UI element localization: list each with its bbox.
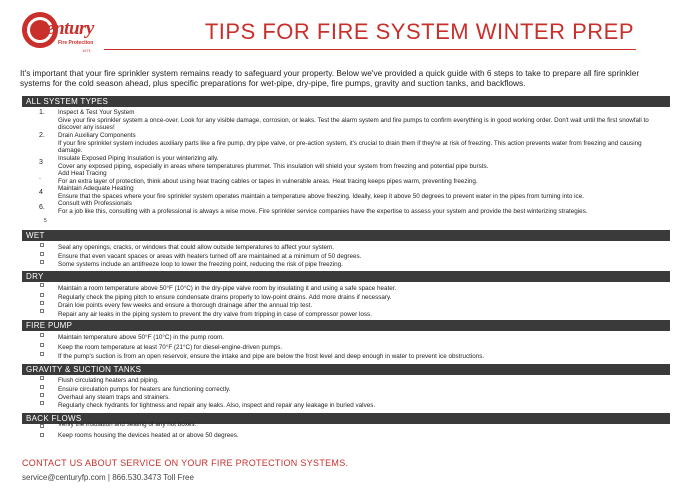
contact-heading: CONTACT US ABOUT SERVICE ON YOUR FIRE PROTECTION SYSTEMS. [22, 458, 349, 468]
section-heading: DRY [22, 271, 670, 282]
item-title: Drain Auxiliary Components [58, 132, 136, 139]
checkbox-icon [40, 243, 44, 247]
list-item: Keep the room temperature at least 70°F (21°C) for diesel-engine-driven pumps. [58, 344, 283, 351]
list-item: Repair any air leaks in the piping system to prevent the dry valve from tripping in case of compressor power loss. [58, 311, 372, 318]
item-text: If your fire sprinkler system includes auxiliary parts like a fire pump, dry pipe valve, or pre-action system, it's crucial to drain them if they're at risk of freezing. This action prevents water from freezing and causing damage. [58, 139, 642, 155]
checkbox-icon [40, 352, 44, 356]
list-item: Maintain a room temperature above 50°F (10°C) in the dry-pipe valve room by insulating it and using a safe space heater. [58, 285, 397, 292]
item-number: 1. [39, 109, 45, 116]
list-item: Seal any openings, cracks, or windows that could allow outside temperatures to affect your system. [58, 244, 335, 251]
checkbox-icon [40, 309, 44, 313]
checkbox-icon [40, 283, 44, 287]
checkbox-icon [40, 401, 44, 405]
item-title: Inspect & Test Your System [58, 109, 135, 116]
checkbox-icon [40, 376, 44, 380]
section-heading: GRAVITY & SUCTION TANKS [22, 364, 670, 375]
item-number: 4 [39, 189, 43, 196]
checkbox-icon [40, 301, 44, 305]
item-title: Insulate Exposed Piping Insulation is your winterizing ally. [58, 155, 219, 162]
item-number: 3 [39, 159, 43, 166]
list-item: If the pump's suction is from an open reservoir, ensure the intake and pipe are below the frost level and deep enough in water to prevent ice obstructions. [58, 353, 485, 360]
list-item: Verify the insulation and sealing of any hot boxes. [58, 421, 197, 428]
list-item: Drain low points every few weeks and ensure a thorough drainage after the annual trip test. [58, 302, 313, 309]
list-item: Regularly check the piping pitch to ensure condensate drains properly to low-point drains. Add more drains if necessary. [58, 294, 392, 301]
checkbox-icon [40, 260, 44, 264]
section-heading: FIRE PUMP [22, 320, 670, 331]
checkbox-icon [40, 433, 44, 437]
item-title: Maintain Adequate Heating [58, 185, 134, 192]
checkbox-icon [40, 385, 44, 389]
section-wet [22, 230, 670, 269]
company-logo [20, 12, 100, 58]
item-text: For a job like this, consulting with a professional is always a wise move. Fire sprinkler service companies have the expertise to assess your system and provide the best winterizing strategies. [58, 207, 588, 215]
list-item: Flush circulating heaters and piping. [58, 377, 159, 384]
checkbox-icon [40, 293, 44, 297]
item-number: 6. [39, 204, 45, 211]
list-item: Ensure that even vacant spaces or areas with heaters turned off are maintained at a minimum of 50 degrees. [58, 253, 362, 260]
contact-info[interactable]: service@centuryfp.com | 866.530.3473 Toll Free [22, 473, 194, 482]
item-title: Add Heat Tracing [58, 170, 107, 177]
list-item: Maintain temperature above 50°F (10°C) in the pump room. [58, 334, 225, 341]
item-title: Consult with Professionals [58, 200, 132, 207]
logo-subtext: Fire Protection [58, 40, 94, 46]
item-text: Ensure that the spaces where your fire sprinkler system operates maintain a temperature above freezing. Ideally, keep it above 50 degrees to prevent water in the pipes from turning into ice. [58, 192, 584, 200]
logo-since: 1971 [82, 48, 91, 53]
title-divider [104, 49, 636, 50]
section-gravity-suction-tanks [22, 364, 670, 413]
item-text: For an extra layer of protection, think about using heat tracing cables or tapes in vulnerable areas. Heat tracing keeps pipes warm, preventing freezing. [58, 177, 478, 185]
section-fire-pump [22, 320, 670, 363]
item-text: Give your fire sprinkler system a once-over. Look for any visible damage, corrosion, or leaks. Test the alarm system and fire pumps to confirm everything is in good working order. Don't wait until the first snowfall to discover any issues! [58, 116, 649, 132]
section-heading: WET [22, 230, 670, 241]
section-back-flows [22, 413, 670, 446]
section-dry [22, 271, 670, 320]
checkbox-icon [40, 343, 44, 347]
item-number: 2. [39, 132, 45, 139]
list-item: Keep rooms housing the devices heated at or above 50 degrees. [58, 432, 239, 439]
item-number: . [39, 174, 41, 181]
section-heading: BACK FLOWS [22, 413, 670, 424]
list-item: Regularly check hydrants for tightness and repair any leaks. Also, inspect and repair any leakage in buried valves. [58, 402, 376, 409]
intro-paragraph: It's important that your fire sprinkler system remains ready to safeguard your property. Below we've provided a quick guide with 6 steps to take to prepare all fire sprinkler systems for the cold season ahead, plus specific preparations for wet-pipe, dry-pipe, fire pumps, gravity and suction tanks, and backflows. [20, 68, 640, 88]
section-all-system-types [22, 96, 670, 225]
logo-wordmark: Century [34, 18, 94, 39]
checkbox-icon [40, 333, 44, 337]
page-title: TIPS FOR FIRE SYSTEM WINTER PREP [204, 19, 634, 44]
item-text: Cover any exposed piping, especially in areas where temperatures plummet. This insulation will shield your system from freezing and potential pipe bursts. [58, 162, 489, 170]
checkbox-icon [40, 424, 44, 428]
section-heading: ALL SYSTEM TYPES [22, 96, 670, 107]
list-item: Some systems include an antifreeze loop to lower the freezing point, reducing the risk of pipe freezing. [58, 261, 343, 268]
list-item: Overhaul any steam traps and strainers. [58, 394, 170, 401]
list-item: Ensure circulation pumps for heaters are functioning correctly. [58, 386, 231, 393]
checkbox-icon [40, 252, 44, 256]
checkbox-icon [40, 393, 44, 397]
stray-item-number: 5 [44, 218, 47, 224]
